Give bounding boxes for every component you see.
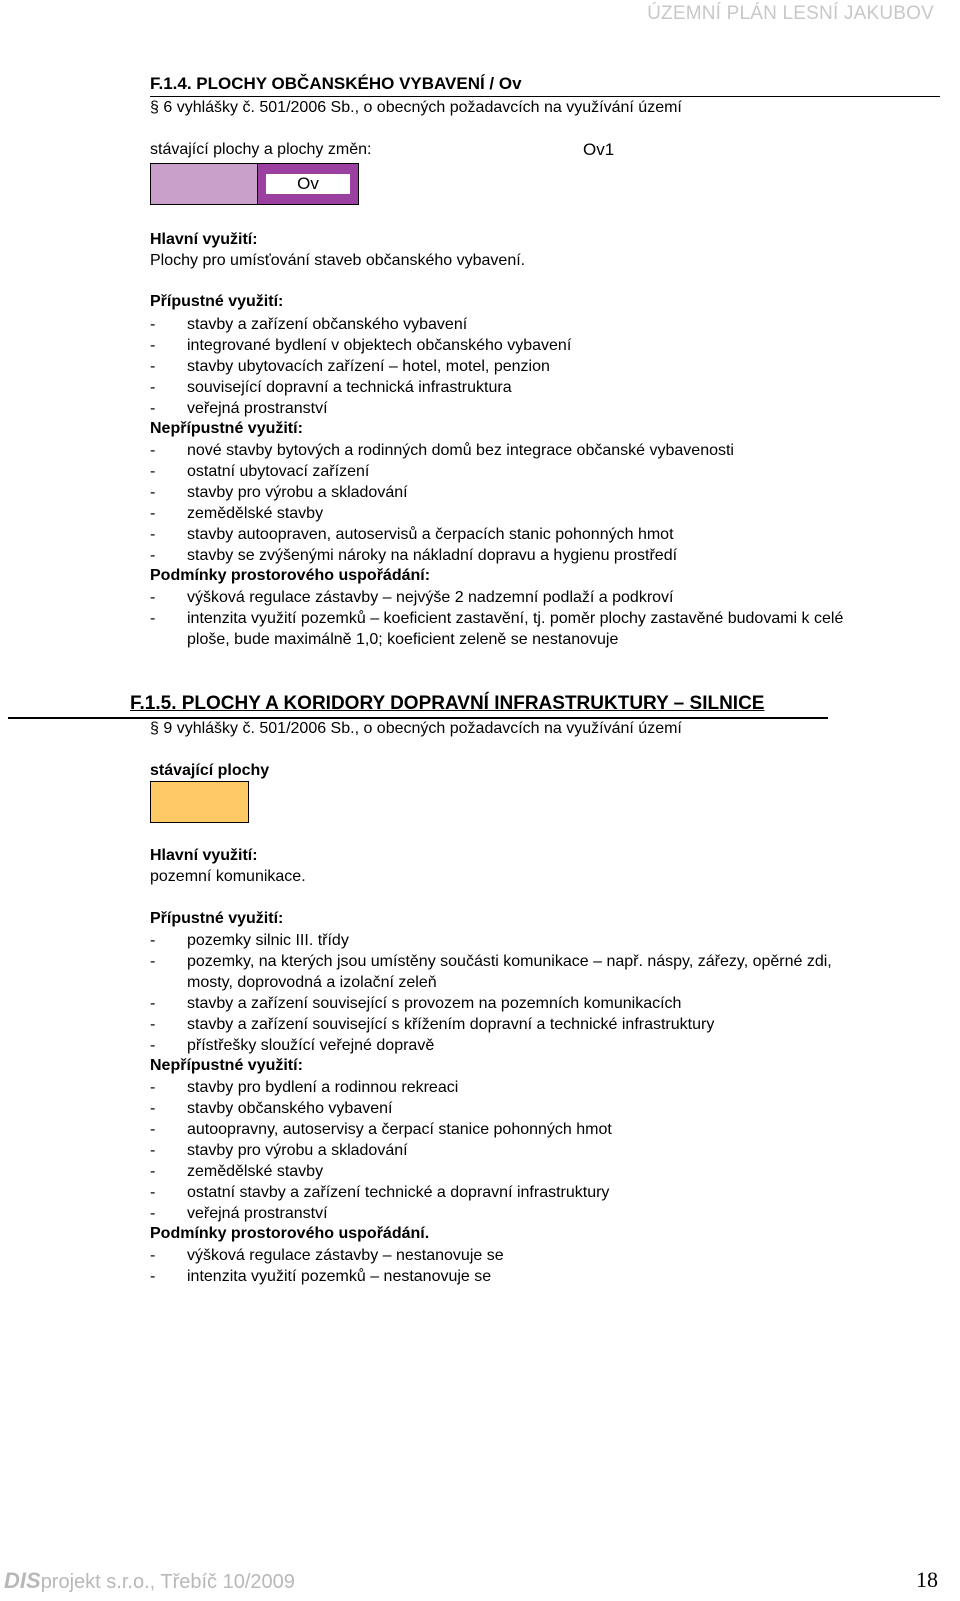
prohibited-use-title: Nepřípustné využití:	[150, 1057, 303, 1074]
list-item: - výšková regulace zástavby – nestanovuje se	[150, 1247, 504, 1264]
main-use-text: Plochy pro umísťování staveb občanského vybavení.	[150, 252, 526, 269]
list-item: - přístřešky sloužící veřejné dopravě	[150, 1037, 435, 1054]
main-use-text: pozemní komunikace.	[150, 868, 306, 885]
spatial-conditions-title: Podmínky prostorového uspořádání:	[150, 567, 431, 584]
main-use-title: Hlavní využití:	[150, 847, 258, 864]
areas-label: stávající plochy	[150, 762, 270, 779]
legend-swatch-change	[257, 163, 359, 205]
list-item: - stavby ubytovacích zařízení – hotel, motel, penzion	[150, 358, 550, 375]
legal-reference: § 9 vyhlášky č. 501/2006 Sb., o obecných požadavcích na využívání území	[150, 720, 682, 737]
prohibited-use-title: Nepřípustné využití:	[150, 420, 303, 437]
legend-swatch-existing	[150, 781, 249, 823]
list-item: - stavby a zařízení občanského vybavení	[150, 316, 468, 333]
main-use-title: Hlavní využití:	[150, 231, 258, 248]
list-item: - veřejná prostranství	[150, 1205, 328, 1222]
company-name: projekt s.r.o., Třebíč 10/2009	[40, 1571, 295, 1593]
list-item: - stavby se zvýšenými nároky na nákladní dopravu a hygienu prostředí	[150, 547, 678, 564]
change-area-code: Ov1	[583, 140, 615, 159]
document-header-title: ÚZEMNÍ PLÁN LESNÍ JAKUBOV	[647, 3, 934, 24]
permitted-use-title: Přípustné využití:	[150, 910, 284, 927]
list-item: - stavby pro výrobu a skladování	[150, 1142, 408, 1159]
list-item: - intenzita využití pozemků – koeficient zastavění, tj. poměr plochy zastavěné budovami k celé	[150, 610, 844, 627]
list-item: - ostatní ubytovací zařízení	[150, 463, 370, 480]
areas-label: stávající plochy a plochy změn:	[150, 141, 372, 158]
list-item: - stavby a zařízení související s křížením dopravní a technické infrastruktury	[150, 1016, 715, 1033]
list-item: - stavby pro bydlení a rodinnou rekreaci	[150, 1079, 459, 1096]
list-item: - stavby autoopraven, autoservisů a čerpacích stanic pohonných hmot	[150, 526, 674, 543]
list-item: - zemědělské stavby	[150, 505, 324, 522]
section-heading-civic-amenities: F.1.4. PLOCHY OBČANSKÉHO VYBAVENÍ / Ov	[150, 74, 522, 93]
list-item: - intenzita využití pozemků – nestanovuje se	[150, 1268, 492, 1285]
legend-swatch-existing	[150, 163, 258, 205]
list-item-continuation: ploše, bude maximálně 1,0; koeficient zeleně se nestanovuje	[187, 631, 619, 648]
list-item: - pozemky, na kterých jsou umístěny součásti komunikace – např. náspy, zářezy, opěrné zdi,	[150, 953, 832, 970]
spatial-conditions-title: Podmínky prostorového uspořádání.	[150, 1225, 430, 1242]
page-number: 18	[916, 1567, 938, 1592]
list-item: - nové stavby bytových a rodinných domů bez integrace občanské vybavenosti	[150, 442, 734, 459]
list-item: - výšková regulace zástavby – nejvýše 2 nadzemní podlaží a podkroví	[150, 589, 674, 606]
company-logo-text: DIS	[4, 1568, 41, 1593]
list-item: - integrované bydlení v objektech občanského vybavení	[150, 337, 572, 354]
footer-company	[4, 1568, 295, 1597]
list-item: - veřejná prostranství	[150, 400, 328, 417]
list-item: - stavby pro výrobu a skladování	[150, 484, 408, 501]
list-item: - ostatní stavby a zařízení technické a dopravní infrastruktury	[150, 1184, 610, 1201]
heading-rule	[150, 96, 940, 97]
permitted-use-title: Přípustné využití:	[150, 293, 284, 310]
list-item: - stavby a zařízení související s provozem na pozemních komunikacích	[150, 995, 682, 1012]
list-item: - pozemky silnic III. třídy	[150, 932, 349, 949]
list-item: - stavby občanského vybavení	[150, 1100, 393, 1117]
section-heading-road-infrastructure: F.1.5. PLOCHY A KORIDORY DOPRAVNÍ INFRASTRUKTURY – SILNICE	[130, 693, 765, 714]
legal-reference: § 6 vyhlášky č. 501/2006 Sb., o obecných požadavcích na využívání území	[150, 99, 682, 116]
list-item: - autoopravny, autoservisy a čerpací stanice pohonných hmot	[150, 1121, 612, 1138]
legend-swatch-label: Ov	[266, 174, 350, 194]
list-item: - zemědělské stavby	[150, 1163, 324, 1180]
list-item: - související dopravní a technická infrastruktura	[150, 379, 512, 396]
list-item-continuation: mosty, doprovodná a izolační zeleň	[187, 974, 437, 991]
